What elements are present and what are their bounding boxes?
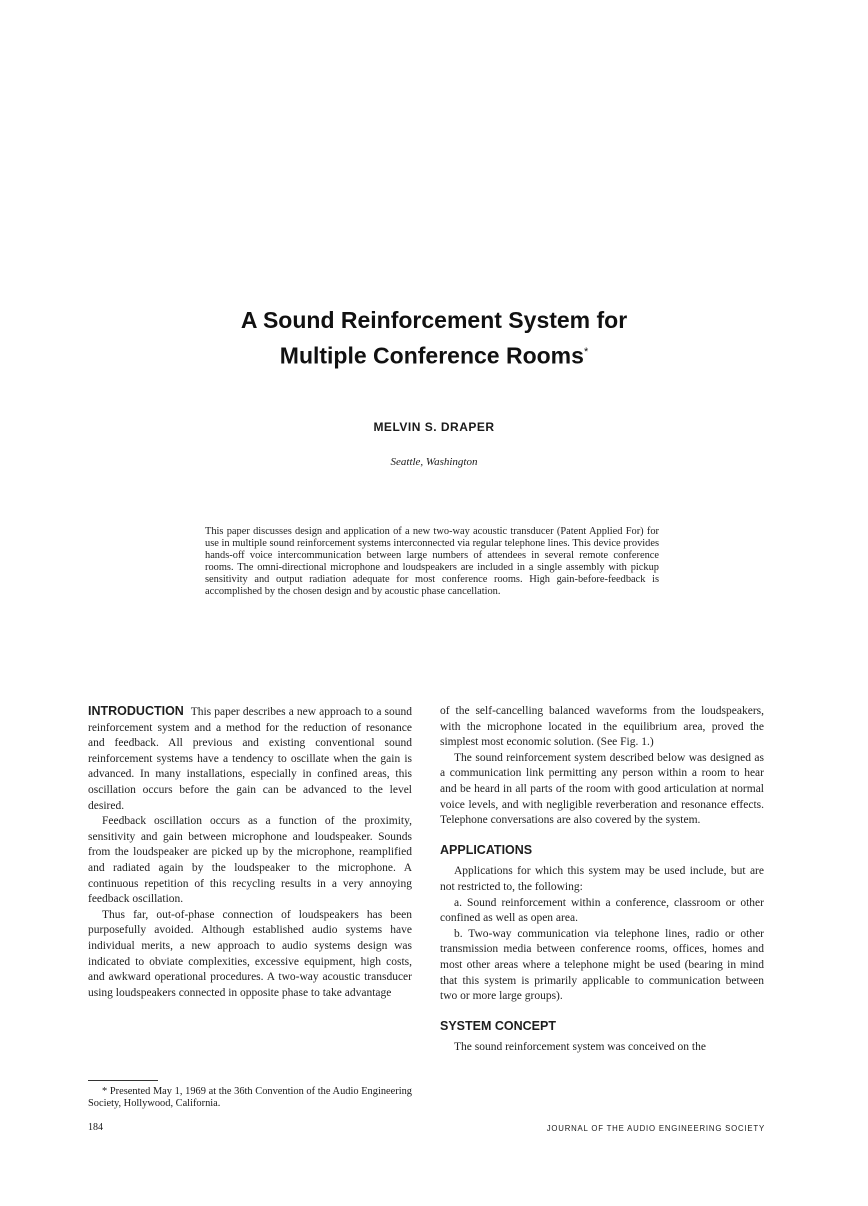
title-line-2 — [0, 336, 868, 372]
applications-heading: APPLICATIONS — [440, 842, 533, 857]
author-name: MELVIN S. DRAPER — [373, 420, 495, 434]
intro-paragraph — [88, 704, 412, 814]
footnote-divider — [88, 1080, 158, 1081]
journal-name: JOURNAL OF THE AUDIO ENGINEERING SOCIETY — [546, 1124, 765, 1133]
title-line-2-text: Multiple Conference Rooms — [279, 342, 584, 369]
title-line-1: A Sound Reinforcement System for — [240, 307, 628, 333]
intro-text: This paper describes a new approach to a sound reinforcement system and a method for the reduction of resonance and feedback. All previous and existing conventional sound reinforcement systems have a tendency to oscillate when the gain is advanced. In many installations, especially in confined areas, this oscillation occurs before the gain can be advanced to the level desired. — [88, 706, 413, 812]
system-concept-heading: SYSTEM CONCEPT — [440, 1018, 556, 1033]
introduction-heading: INTRODUCTION — [88, 704, 184, 718]
page-number: 184 — [88, 1122, 103, 1133]
footnote: * Presented May 1, 1969 at the 36th Convention of the Audio Engineering Society, Hollywood, California. — [88, 1086, 412, 1109]
body-paragraph: The sound reinforcement system described below was designed as a communication link permitting any person within a room to hear and be heard in all parts of the room with good articulation at normal voice levels, and with negligible reverberation and resonance effects. Telephone conversations are also covered by the system. — [440, 751, 764, 827]
system-concept-text: The sound reinforcement system was conceived on the — [454, 1041, 706, 1054]
title-footnote-mark: * — [583, 346, 589, 358]
applications-item-a: a. Sound reinforcement within a conference, classroom or other confined as well as open area. — [440, 896, 764, 925]
body-paragraph: Thus far, out-of-phase connection of loudspeakers has been purposefully avoided. Although established audio systems have individual merits, a new approach to audio systems design was indicated to obviate complexities, excessive equipment, high costs, and awkward operational procedures. A two-way acoustic transducer using loudspeakers connected in opposite phase to take advantage — [88, 908, 412, 999]
right-column — [440, 704, 764, 1056]
applications-intro: Applications for which this system may be used include, but are not restricted to, the following: — [440, 865, 764, 893]
paper-title — [0, 304, 868, 372]
left-column — [88, 704, 412, 1001]
body-paragraph: of the self-cancelling balanced waveforms from the loudspeakers, with the microphone located in the equilibrium area, proved the simplest most economic solution. (See Fig. 1.) — [440, 705, 764, 749]
body-paragraph: Feedback oscillation occurs as a function of the proximity, sensitivity and gain between microphone and loudspeaker. Sounds from the loudspeaker are picked up by the microphone, reamplified and radiated again by the loudspeaker to the microphone. A continuous repetition of this recycling results in a very annoying feedback oscillation. — [88, 815, 412, 906]
applications-item-b: b. Two-way communication via telephone lines, radio or other transmission media between conference rooms, offices, homes and most other areas where a telephone might be used (bearing in mind that this system is primarily applicable to communication between two or more large groups). — [440, 927, 764, 1003]
abstract: This paper discusses design and application of a new two-way acoustic transducer (Patent Applied For) for use in multiple sound reinforcement systems interconnected via regular telephone lines. This device provides hands-off voice intercommunication between large numbers of attendees in several remote conference rooms. The omni-directional microphone and loudspeakers are included in a single assembly with pickup sensitivity and output radiation adequate for most conference rooms. High gain-before-feedback is accomplished by the chosen design and by acoustic phase cancellation. — [205, 526, 659, 597]
author-location: Seattle, Washington — [390, 456, 478, 468]
